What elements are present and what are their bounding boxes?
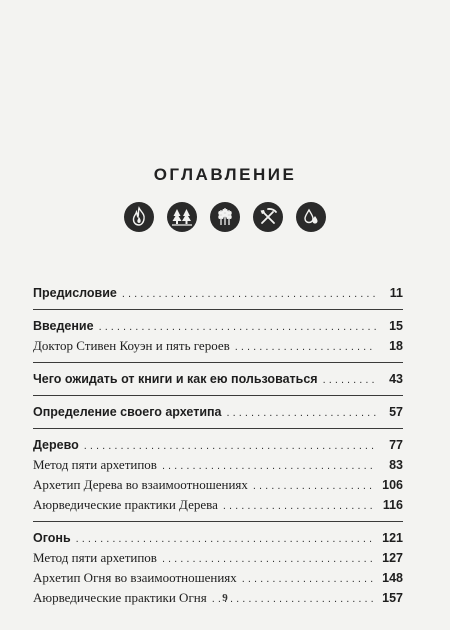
toc-entry-page: 127 — [382, 551, 403, 565]
toc-entry-title: Чего ожидать от книги и как ею пользоваться — [33, 372, 318, 386]
toc-leader-dots — [242, 569, 376, 589]
wheat-icon — [210, 202, 240, 232]
toc-entry — [33, 455, 403, 475]
toc-leader-dots — [227, 403, 376, 423]
toc-entry-title: Введение — [33, 319, 94, 333]
toc-entry — [33, 528, 403, 548]
page-title: ОГЛАВЛЕНИЕ — [153, 165, 297, 184]
toc-entry-title: Доктор Стивен Коуэн и пять героев — [33, 338, 230, 353]
toc-entry — [33, 369, 403, 389]
water-drops-icon — [296, 202, 326, 232]
toc-entry-title: Определение своего архетипа — [33, 405, 222, 419]
toc-entry-page: 116 — [382, 498, 403, 512]
toc-leader-dots — [99, 317, 376, 337]
toc-leader-dots — [162, 456, 376, 476]
toc-leader-dots — [235, 337, 376, 357]
toc-leader-dots — [253, 476, 376, 496]
toc-entry-title: Дерево — [33, 438, 79, 452]
pickaxe-shovel-icon — [253, 202, 283, 232]
toc-entry-title: Метод пяти архетипов — [33, 457, 157, 472]
table-of-contents — [33, 283, 403, 608]
toc-leader-dots — [323, 370, 376, 390]
section-divider — [33, 309, 403, 310]
toc-entry-page: 57 — [389, 405, 403, 419]
toc-entry — [33, 495, 403, 515]
toc-leader-dots — [162, 549, 376, 569]
toc-entry-page: 148 — [382, 571, 403, 585]
toc-leader-dots — [84, 436, 376, 456]
element-icons — [0, 202, 450, 232]
section-divider — [33, 428, 403, 429]
toc-entry-title: Архетип Дерева во взаимоотношениях — [33, 477, 248, 492]
toc-entry-page: 11 — [389, 286, 403, 300]
toc-entry — [33, 435, 403, 455]
toc-entry-title: Архетип Огня во взаимоотношениях — [33, 570, 237, 585]
section-divider — [33, 521, 403, 522]
toc-entry-title: Аюрведические практики Огня — [33, 590, 207, 605]
toc-leader-dots — [223, 496, 376, 516]
toc-entry-page: 18 — [389, 339, 403, 353]
section-divider — [33, 395, 403, 396]
toc-entry-page: 83 — [389, 458, 403, 472]
toc-entry-title: Метод пяти архетипов — [33, 550, 157, 565]
toc-entry-page: 106 — [382, 478, 403, 492]
toc-entry-page: 15 — [389, 319, 403, 333]
section-divider — [33, 362, 403, 363]
toc-entry-title: Аюрведические практики Дерева — [33, 497, 218, 512]
toc-entry-page: 121 — [382, 531, 403, 545]
toc-leader-dots — [122, 284, 376, 304]
toc-entry — [33, 475, 403, 495]
toc-entry — [33, 283, 403, 303]
toc-entry — [33, 316, 403, 336]
toc-entry-page: 43 — [389, 372, 403, 386]
toc-entry — [33, 568, 403, 588]
toc-entry-page: 157 — [382, 591, 403, 605]
tree-icon — [167, 202, 197, 232]
toc-entry-title: Огонь — [33, 531, 71, 545]
toc-entry — [33, 548, 403, 568]
fire-icon — [124, 202, 154, 232]
toc-leader-dots — [76, 529, 376, 549]
toc-entry-title: Предисловие — [33, 286, 117, 300]
toc-entry-page: 77 — [389, 438, 403, 452]
toc-entry — [33, 336, 403, 356]
page-number: 9 — [222, 592, 228, 604]
toc-entry — [33, 402, 403, 422]
